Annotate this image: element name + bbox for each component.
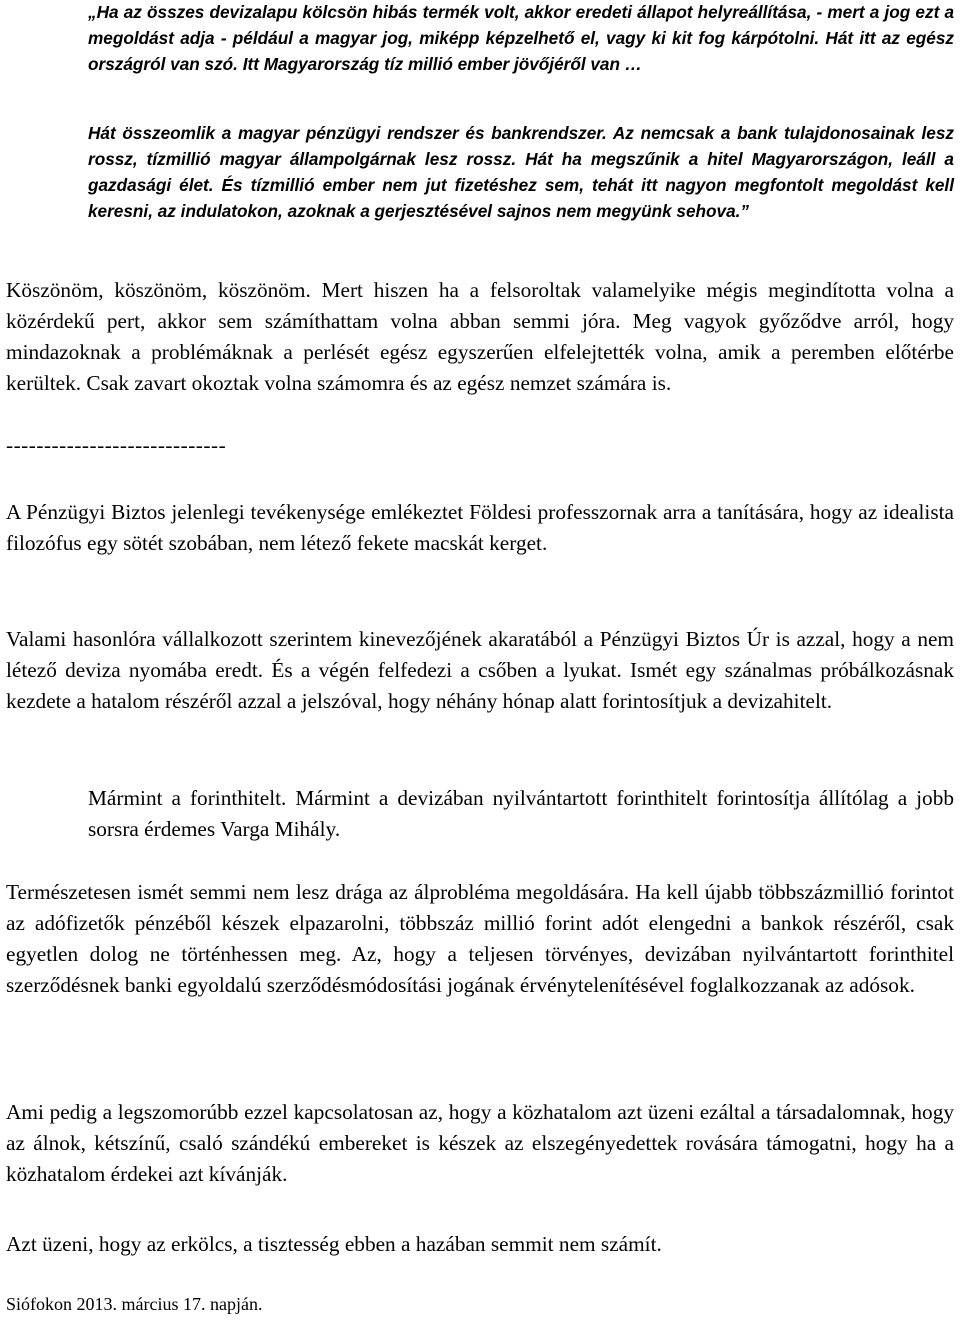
quote-block-2: Hát összeomlik a magyar pénzügyi rendszer és bankrendszer. Az nemcsak a bank tulajdonosainak lesz rossz, tízmillió magyar állampolgárnak lesz rossz. Hát ha megszűnik a hitel Magyarországon, leáll a gazdasági élet. És tízmillió ember nem jut fizetéshez sem, tehát itt nagyon megfontolt megoldást kell keresni, az indulatokon, azoknak a gerjesztésével sajnos nem megyünk sehova.” (88, 123, 954, 221)
paragraph-thanks: Köszönöm, köszönöm, köszönöm. Mert hiszen ha a felsoroltak valamelyike mégis megindította volna a közérdekű pert, akkor sem számíthattam volna abban semmi jóra. Meg vagyok győződve arról, hogy mindazoknak a problémáknak a perlését egész egyszerűen elfelejtették volna, amik a peremben előtérbe kerültek. Csak zavart okoztak volna számomra és az egész nemzet számára is. (6, 278, 954, 395)
paragraph-valami: Valami hasonlóra vállalkozott szerintem kinevezőjének akaratából a Pénzügyi Biztos Úr is azzal, hogy a nem létező deviza nyomába eredt. És a végén felfedezi a csőben a lyukat. Ismét egy szánalmas próbálkozásnak kezdete a hatalom részéről azzal a jelszóval, hogy néhány hónap alatt forintosítjuk a devizahitelt. (6, 627, 954, 713)
paragraph-azt: Azt üzeni, hogy az erkölcs, a tisztesség ebben a hazában semmit nem számít. (6, 1232, 662, 1256)
paragraph-biztos: A Pénzügyi Biztos jelenlegi tevékenysége emlékeztet Földesi professzornak arra a tanítására, hogy az idealista filozófus egy sötét szobában, nem létező fekete macskát kerget. (6, 500, 954, 555)
signature-line: Siófokon 2013. március 17. napján. (6, 1294, 263, 1314)
paragraph-ami: Ami pedig a legszomorúbb ezzel kapcsolatosan az, hogy a közhatalom azt üzeni ezáltal a társadalomnak, hogy az álnok, kétszínű, csaló szándékú embereket is készek az elszegényedettek rovására támogatni, hogy ha a közhatalom érdekei azt kívánják. (6, 1100, 954, 1186)
quote-block-1: „Ha az összes devizalapu kölcsön hibás termék volt, akkor eredeti állapot helyreállítása, - mert a jog ezt a megoldást adja - például a magyar jog, miképp képzelhető el, vagy ki kit fog kárpótolni. Hát itt az egész országról van szó. Itt Magyarország tíz millió ember jövőjéről van … (88, 2, 954, 74)
paragraph-termeszetesen: Természetesen ismét semmi nem lesz drága az álprobléma megoldására. Ha kell újabb többszázmillió forintot az adófizetők pénzéből készek elpazarolni, többszáz millió forint adót elengedni a bankok részéről, csak egyetlen dolog ne történhessen meg. Az, hogy a teljesen törvényes, devizában nyilvántartott forinthitel szerződésnek banki egyoldalú szerződésmódosítási jogának érvénytelenítésével foglalkozzanak az adósok. (6, 880, 954, 997)
paragraph-indented: Mármint a forinthitelt. Mármint a devizában nyilvántartott forinthitelt forintosítja állítólag a jobb sorsra érdemes Varga Mihály. (88, 786, 954, 841)
separator-line: ----------------------------- (6, 433, 227, 457)
